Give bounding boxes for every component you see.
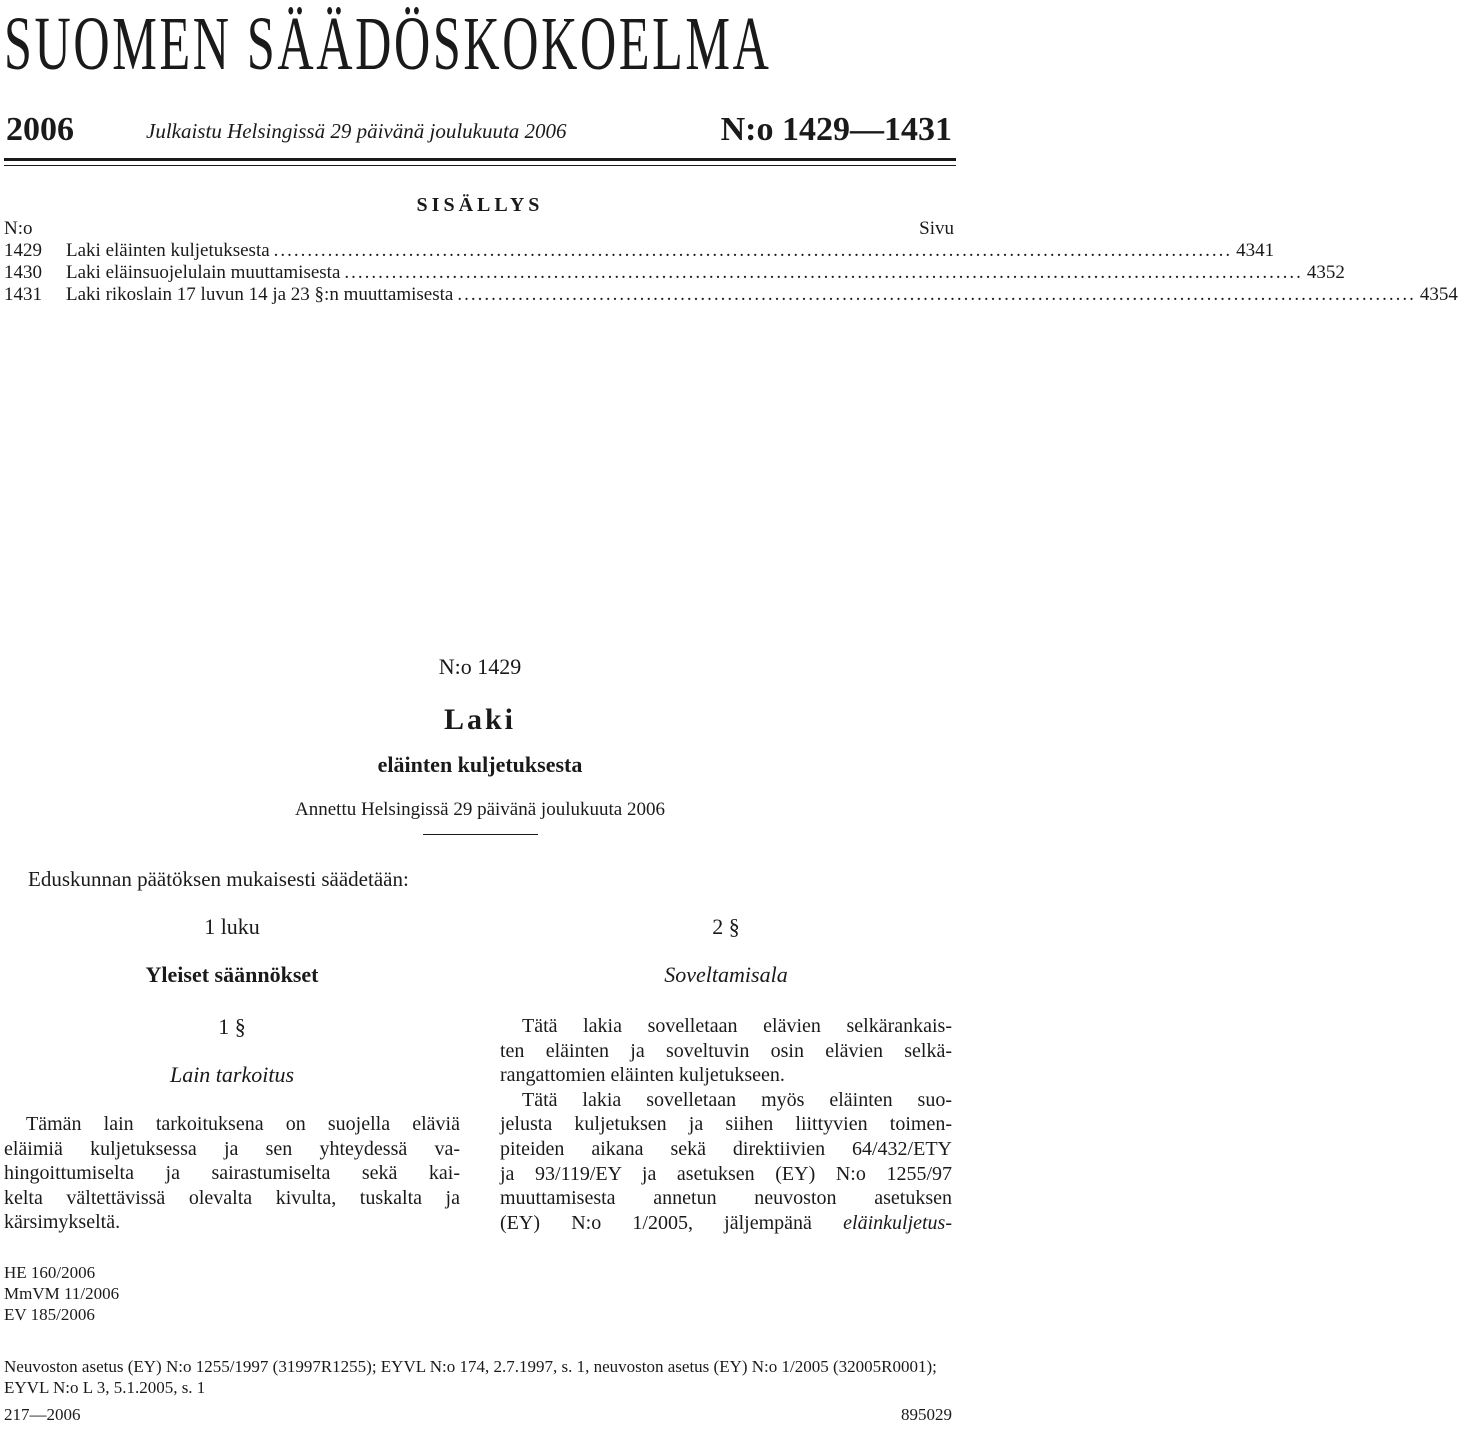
toc-entry-page: 4354 [1419,284,1458,305]
toc-entry-title: Laki eläinsuojelulain muuttamisesta [66,262,341,283]
paragraph-line: piteiden aikana sekä direktiivien 64/432/ETY [500,1137,952,1160]
chapter-title: Yleiset säännökset [145,962,319,987]
toc-leader-dots: .............................................................................................................................................. [457,284,1416,305]
contents-col-page: Sivu [919,218,954,239]
contents-col-number: N:o [4,218,33,239]
paragraph-line: muuttamisesta annetun neuvoston asetuksen [500,1187,952,1210]
toc-entry-number: 1430 [4,262,42,283]
statute-number: N:o 1429 [438,654,522,679]
line-text-italic: eläinkuljetus- [843,1211,952,1234]
paragraph-line: kelta vältettävissä olevalta kivulta, tuskalta ja [4,1186,460,1209]
statute-type: Laki [443,703,517,736]
title-divider [423,834,538,835]
section-1-paragraph [4,1112,460,1235]
statute-issued: Annettu Helsingissä 29 päivänä joulukuuta 2006 [295,799,665,820]
toc-leader-dots: .............................................................................................................................................. [273,240,1233,261]
toc-entry[interactable] [4,240,1275,262]
toc-entry-title: Laki rikoslain 17 luvun 14 ja 23 §:n muuttamisesta [66,284,454,305]
toc-entry[interactable] [4,262,1345,284]
line-text: (EY) N:o 1/2005, jäljempänä [500,1211,844,1234]
paragraph-line: Tätä lakia sovelletaan myös eläinten suo- [522,1088,952,1111]
section-2-paragraph [500,1014,952,1235]
toc-leader-dots: .............................................................................................................................................. [344,262,1303,283]
section-2-heading: 2 § [712,914,740,939]
paragraph-line: ten eläinten ja soveltuvin osin elävien selkä- [500,1039,952,1062]
header-rule-heavy [4,158,956,161]
publication-date: Julkaistu Helsingissä 29 päivänä joulukuuta 2006 [146,119,567,143]
section-2-title: Soveltamisala [664,962,788,987]
footer-number: 895029 [901,1405,952,1424]
section-1-title: Lain tarkoitus [169,1062,295,1087]
toc-entry-page: 4341 [1236,240,1275,261]
toc-entry-title: Laki eläinten kuljetuksesta [66,240,270,261]
publication-year: 2006 [6,111,74,148]
chapter-heading: 1 luku [204,914,260,939]
section-1-heading: 1 § [218,1014,246,1039]
masthead-title: SUOMEN SÄÄDÖSKOKOELMA [4,2,772,86]
eu-footnote: Neuvoston asetus (EY) N:o 1255/1997 (31997R1255); EYVL N:o 174, 2.7.1997, s. 1, neuvoston asetus (EY) N:o 1/2005 (32005R0001); EYVL N:o L 3, 5.1.2005, s. 1 [4,1357,937,1397]
paragraph-line: ja 93/119/EY ja asetuksen (EY) N:o 1255/97 [500,1162,952,1185]
legislative-references: HE 160/2006 MmVM 11/2006 EV 185/2006 [4,1263,120,1324]
paragraph-line: eläimiä kuljetuksessa ja sen yhteydessä va- [4,1137,460,1160]
enacting-clause: Eduskunnan päätöksen mukaisesti säädetään: [28,867,409,891]
header-rule-thin [4,165,956,166]
toc-entry[interactable] [4,284,1458,306]
toc-entry-number: 1429 [4,240,42,261]
paragraph-line: Tämän lain tarkoituksena on suojella eläviä [26,1113,460,1135]
paragraph-line: kärsimykseltä. [4,1211,121,1234]
footer-code: 217—2006 [4,1405,81,1424]
toc-entry-number: 1431 [4,284,42,305]
paragraph-line: jelusta kuljetuksen ja siihen liittyvien toimen- [500,1113,952,1136]
paragraph-line: Tätä lakia sovelletaan elävien selkärankais- [522,1015,952,1037]
toc-entry-page: 4352 [1306,262,1345,283]
paragraph-line [500,1211,952,1236]
issue-numbers: N:o 1429—1431 [720,111,952,148]
paragraph-line: rangattomien eläinten kuljetukseen. [500,1064,785,1087]
paragraph-line: hingoittumiselta ja sairastumiselta sekä kai- [4,1162,460,1185]
statute-title: eläinten kuljetuksesta [377,752,583,777]
contents-title: SISÄLLYS [416,194,544,216]
